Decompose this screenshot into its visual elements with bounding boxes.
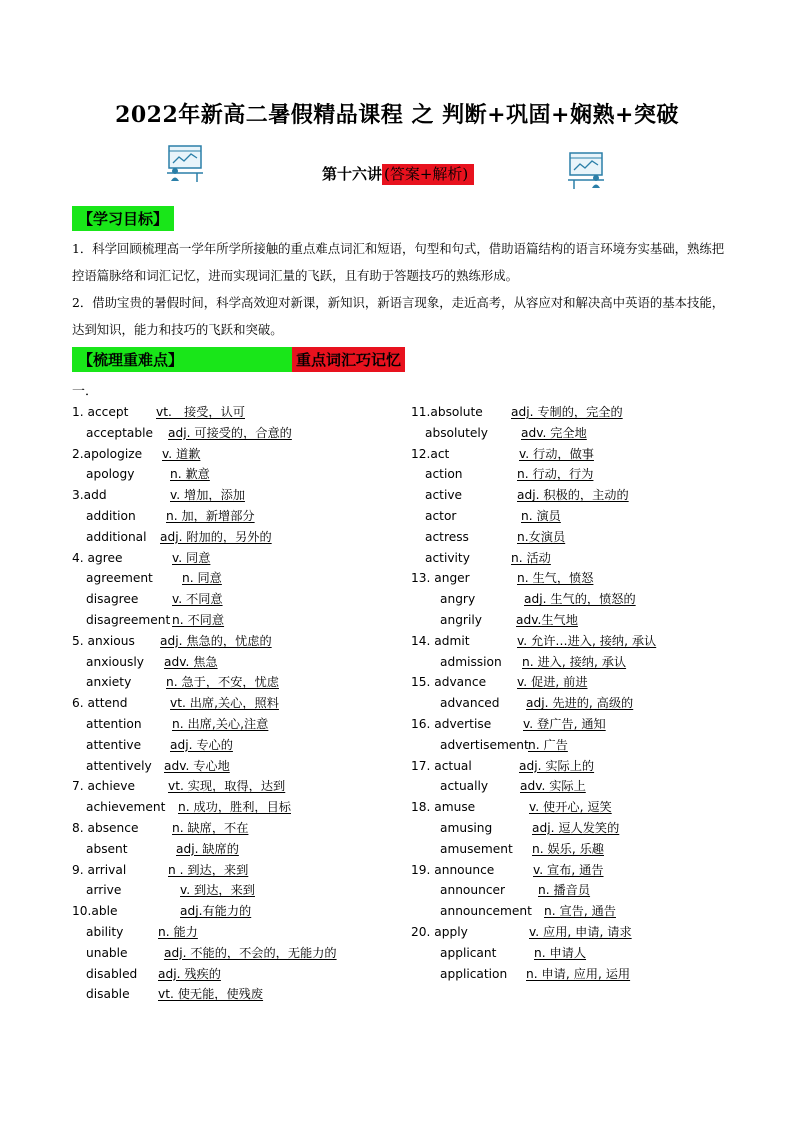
vocab-word: 15. advance bbox=[411, 675, 487, 690]
vocab-word: advertisement bbox=[440, 737, 529, 752]
vocab-word: admission bbox=[440, 654, 502, 669]
vocab-word: advanced bbox=[440, 696, 500, 711]
vocab-word: 13. anger bbox=[411, 571, 470, 586]
vocab-entry bbox=[411, 548, 656, 569]
vocab-word: 14. admit bbox=[411, 633, 470, 648]
vocab-word: active bbox=[425, 488, 463, 503]
vocab-word: 5. anxious bbox=[72, 633, 135, 648]
vocab-entry bbox=[411, 964, 656, 985]
vocab-definition: v. 行动，做事 bbox=[519, 446, 594, 461]
vocab-entry bbox=[411, 756, 656, 777]
key-points-tag: 【梳理重难点】 bbox=[72, 347, 294, 372]
vocab-word: 20. apply bbox=[411, 924, 468, 939]
vocab-entry bbox=[72, 610, 337, 631]
vocab-entry bbox=[411, 860, 656, 881]
vocab-entry bbox=[72, 693, 337, 714]
vocab-entry bbox=[72, 506, 337, 527]
vocab-word: amusement bbox=[440, 841, 513, 856]
vocab-entry bbox=[72, 444, 337, 465]
vocab-entry bbox=[411, 402, 656, 423]
vocab-definition: v. 使开心, 逗笑 bbox=[529, 800, 612, 815]
vocab-entry bbox=[72, 797, 337, 818]
vocab-word: anxiously bbox=[86, 654, 144, 669]
vocab-word: absent bbox=[86, 841, 128, 856]
vocab-entry bbox=[72, 485, 337, 506]
vocab-entry bbox=[411, 797, 656, 818]
vocab-word: 4. agree bbox=[72, 550, 123, 565]
vocab-definition: n. 不同意 bbox=[172, 612, 225, 627]
vocab-word: 1. accept bbox=[72, 405, 129, 419]
vocab-word: amusing bbox=[440, 820, 493, 835]
vocab-word: 17. actual bbox=[411, 758, 472, 773]
vocab-word: 6. attend bbox=[72, 696, 128, 711]
vocab-entry bbox=[411, 423, 656, 444]
vocab-definition: n . 到达，来到 bbox=[168, 862, 249, 877]
vocab-definition: adv. 完全地 bbox=[521, 425, 587, 440]
vocab-definition: n. 广告 bbox=[528, 737, 568, 752]
vocab-entry bbox=[72, 527, 337, 548]
vocab-entry bbox=[72, 818, 337, 839]
vocab-definition: adv. 实际上 bbox=[520, 779, 586, 794]
vocab-definition: n. 加，新增部分 bbox=[166, 508, 255, 523]
vocab-entry bbox=[72, 922, 337, 943]
vocab-definition: n. 申请, 应用, 运用 bbox=[526, 966, 631, 981]
vocab-definition: vt. 接受，认可 bbox=[156, 405, 245, 419]
vocab-word: 8. absence bbox=[72, 820, 139, 835]
vocab-word: disagreement bbox=[86, 612, 171, 627]
vocab-definition: n. 娱乐, 乐趣 bbox=[532, 841, 604, 856]
vocab-word: actress bbox=[425, 529, 469, 544]
vocab-word: 16. advertise bbox=[411, 716, 492, 731]
vocab-entry bbox=[411, 880, 656, 901]
lesson-number: 第十六讲 bbox=[322, 165, 383, 183]
vocab-entry bbox=[72, 984, 337, 1005]
vocab-word: additional bbox=[86, 529, 147, 544]
vocab-word: 12.act bbox=[411, 446, 450, 461]
vocab-word: applicant bbox=[440, 945, 497, 960]
vocab-entry bbox=[72, 943, 337, 964]
vocab-definition: v. 同意 bbox=[172, 550, 211, 565]
vocab-entry bbox=[411, 839, 656, 860]
vocab-word: unable bbox=[86, 945, 128, 960]
page-title: 2022年新高二暑假精品课程 之 判断+巩固+娴熟+突破 bbox=[115, 102, 679, 128]
vocab-word: absolutely bbox=[425, 425, 488, 440]
vocab-word: application bbox=[440, 966, 508, 981]
vocab-entry bbox=[72, 860, 337, 881]
vocab-word: agreement bbox=[86, 571, 153, 586]
vocab-entry bbox=[411, 610, 656, 631]
vocab-definition: adj. 缺席的 bbox=[176, 841, 239, 856]
vocab-definition: n. 缺席，不在 bbox=[172, 820, 249, 835]
vocab-entry bbox=[411, 672, 656, 693]
vocab-word: attentively bbox=[86, 758, 152, 773]
vocab-word: anxiety bbox=[86, 675, 132, 690]
vocab-word: 7. achieve bbox=[72, 779, 135, 794]
vocab-entry bbox=[411, 444, 656, 465]
vocab-definition: adj. 残疾的 bbox=[158, 966, 221, 981]
vocab-definition: adj. 可接受的，合意的 bbox=[168, 425, 292, 440]
vocab-entry bbox=[411, 527, 656, 548]
objective-2: 2．借助宝贵的暑假时间，科学高效迎对新课，新知识，新语言现象，走近高考，从容应对和解决高中英语的基本技能，达到知识，能力和技巧的飞跃和突破。 bbox=[72, 295, 725, 337]
vocab-entry bbox=[411, 735, 656, 756]
vocab-definition: v. 允许…进入, 接纳, 承认 bbox=[517, 633, 657, 648]
vocab-definition: n. 成功，胜利，目标 bbox=[178, 800, 291, 815]
vocab-entry bbox=[411, 693, 656, 714]
vocab-definition: adj. 生气的，愤怒的 bbox=[524, 592, 636, 607]
vocab-definition: adv. 专心地 bbox=[164, 758, 230, 773]
vocab-entry bbox=[72, 756, 337, 777]
vocab-definition: n. 演员 bbox=[521, 508, 561, 523]
vocab-definition: adj. 逗人发笑的 bbox=[532, 820, 620, 835]
vocab-definition: n. 同意 bbox=[182, 571, 222, 586]
vocab-definition: adj.有能力的 bbox=[180, 904, 252, 919]
vocab-word: 18. amuse bbox=[411, 800, 476, 815]
vocab-entry bbox=[72, 548, 337, 569]
vocab-definition: n. 活动 bbox=[511, 550, 551, 565]
vocab-entry bbox=[72, 901, 337, 922]
vocab-entry bbox=[411, 922, 656, 943]
vocab-definition: vt. 出席,关心，照料 bbox=[170, 696, 279, 711]
vocab-list-right bbox=[411, 402, 656, 984]
vocab-word: attentive bbox=[86, 737, 142, 752]
vocab-definition: adj. 实际上的 bbox=[519, 758, 595, 773]
vocab-entry bbox=[72, 631, 337, 652]
teacher-board-icon bbox=[163, 143, 207, 183]
vocab-definition: n. 能力 bbox=[158, 924, 198, 939]
vocab-definition: vt. 实现，取得，达到 bbox=[168, 779, 286, 794]
vocab-word: activity bbox=[425, 550, 470, 565]
vocab-definition: v. 到达，来到 bbox=[180, 883, 255, 898]
vocab-entry bbox=[72, 839, 337, 860]
vocab-word: actually bbox=[440, 779, 489, 794]
vocab-entry bbox=[411, 776, 656, 797]
vocab-word: 2.apologize bbox=[72, 446, 143, 461]
vocab-word: announcer bbox=[440, 883, 506, 898]
vocab-entry bbox=[72, 880, 337, 901]
vocab-definition: adj. 不能的，不会的，无能力的 bbox=[164, 945, 337, 960]
vocab-definition: n. 播音员 bbox=[538, 883, 591, 898]
lesson-subtitle bbox=[322, 163, 474, 184]
vocab-definition: v. 宣布, 通告 bbox=[533, 862, 604, 877]
vocab-word: addition bbox=[86, 508, 136, 523]
vocab-entry bbox=[411, 631, 656, 652]
objectives-tag: 【学习目标】 bbox=[72, 206, 174, 231]
vocab-entry bbox=[72, 672, 337, 693]
vocab-entry bbox=[72, 735, 337, 756]
vocab-definition: v. 道歉 bbox=[162, 446, 201, 461]
vocab-definition: adj. 专制的，完全的 bbox=[511, 405, 623, 419]
vocab-definition: v. 增加，添加 bbox=[170, 488, 245, 503]
vocab-word: 9. arrival bbox=[72, 862, 127, 877]
vocab-definition: v. 不同意 bbox=[172, 592, 223, 607]
vocab-entry bbox=[411, 506, 656, 527]
vocab-entry bbox=[72, 402, 337, 423]
vocab-word: disable bbox=[86, 987, 130, 1002]
vocab-definition: adv.生气地 bbox=[516, 612, 578, 627]
vocab-definition: adj. 附加的，另外的 bbox=[160, 529, 272, 544]
vocab-word: disagree bbox=[86, 592, 139, 607]
vocab-entry bbox=[411, 714, 656, 735]
vocab-definition: n. 歉意 bbox=[170, 467, 210, 482]
vocab-word: 10.able bbox=[72, 904, 118, 919]
vocab-definition: n. 宣告, 通告 bbox=[544, 904, 616, 919]
teacher-board-icon bbox=[564, 150, 608, 190]
vocab-word: disabled bbox=[86, 966, 138, 981]
vocab-list-left bbox=[72, 402, 337, 1005]
vocab-word: achievement bbox=[86, 800, 166, 815]
vocab-entry bbox=[72, 714, 337, 735]
vocab-entry bbox=[411, 818, 656, 839]
vocab-entry bbox=[72, 964, 337, 985]
vocab-entry bbox=[411, 901, 656, 922]
vocab-entry bbox=[72, 423, 337, 444]
objective-1: 1．科学回顾梳理高一学年所学所接触的重点难点词汇和短语，句型和句式，借助语篇结构的语言环境夯实基础，熟练把控语篇脉络和词汇记忆，进而实现词汇量的飞跃，且有助于答题技巧的熟练形成。 bbox=[72, 241, 725, 283]
vocab-definition: n. 急于，不安，忧虑 bbox=[166, 675, 279, 690]
vocab-word: acceptable bbox=[86, 425, 153, 440]
answer-tag: (答案+解析) bbox=[382, 164, 474, 185]
vocab-definition: n. 出席,关心,注意 bbox=[172, 716, 269, 731]
vocab-definition: n. 生气，愤怒 bbox=[517, 571, 594, 586]
vocab-entry bbox=[411, 652, 656, 673]
vocab-word: 11.absolute bbox=[411, 405, 483, 419]
vocab-definition: n. 申请人 bbox=[534, 945, 587, 960]
vocab-definition: adj. 积极的，主动的 bbox=[517, 488, 629, 503]
vocab-entry bbox=[411, 589, 656, 610]
vocab-definition: vt. 使无能，使残废 bbox=[158, 987, 264, 1002]
vocab-entry bbox=[72, 464, 337, 485]
vocab-definition: n. 进入, 接纳, 承认 bbox=[522, 654, 627, 669]
vocab-entry bbox=[72, 776, 337, 797]
vocab-definition: adj. 先进的, 高级的 bbox=[526, 696, 634, 711]
vocab-word: angry bbox=[440, 592, 476, 607]
vocab-definition: n. 行动，行为 bbox=[517, 467, 594, 482]
vocab-word: action bbox=[425, 467, 463, 482]
vocab-word: angrily bbox=[440, 612, 482, 627]
vocab-entry bbox=[72, 652, 337, 673]
vocab-word: 3.add bbox=[72, 488, 107, 503]
vocab-entry bbox=[411, 568, 656, 589]
vocab-word: actor bbox=[425, 508, 457, 523]
vocab-memory-tag: 重点词汇巧记忆 bbox=[292, 347, 405, 372]
vocab-entry bbox=[411, 943, 656, 964]
vocab-word: announcement bbox=[440, 904, 532, 919]
vocab-word: arrive bbox=[86, 883, 122, 898]
vocab-word: apology bbox=[86, 467, 135, 482]
vocab-entry bbox=[72, 589, 337, 610]
vocab-entry bbox=[411, 485, 656, 506]
vocab-definition: adj. 专心的 bbox=[170, 737, 233, 752]
vocab-entry bbox=[72, 568, 337, 589]
vocab-word: attention bbox=[86, 716, 142, 731]
vocab-definition: v. 应用, 申请, 请求 bbox=[529, 924, 632, 939]
vocab-definition: v. 促进, 前进 bbox=[517, 675, 588, 690]
vocab-entry bbox=[411, 464, 656, 485]
section-number: 一． bbox=[72, 384, 99, 399]
vocab-definition: adv. 焦急 bbox=[164, 654, 218, 669]
vocab-definition: n.女演员 bbox=[517, 529, 566, 544]
vocab-word: ability bbox=[86, 924, 124, 939]
vocab-definition: v. 登广告, 通知 bbox=[523, 716, 606, 731]
vocab-word: 19. announce bbox=[411, 862, 495, 877]
vocab-definition: adj. 焦急的，忧虑的 bbox=[160, 633, 272, 648]
